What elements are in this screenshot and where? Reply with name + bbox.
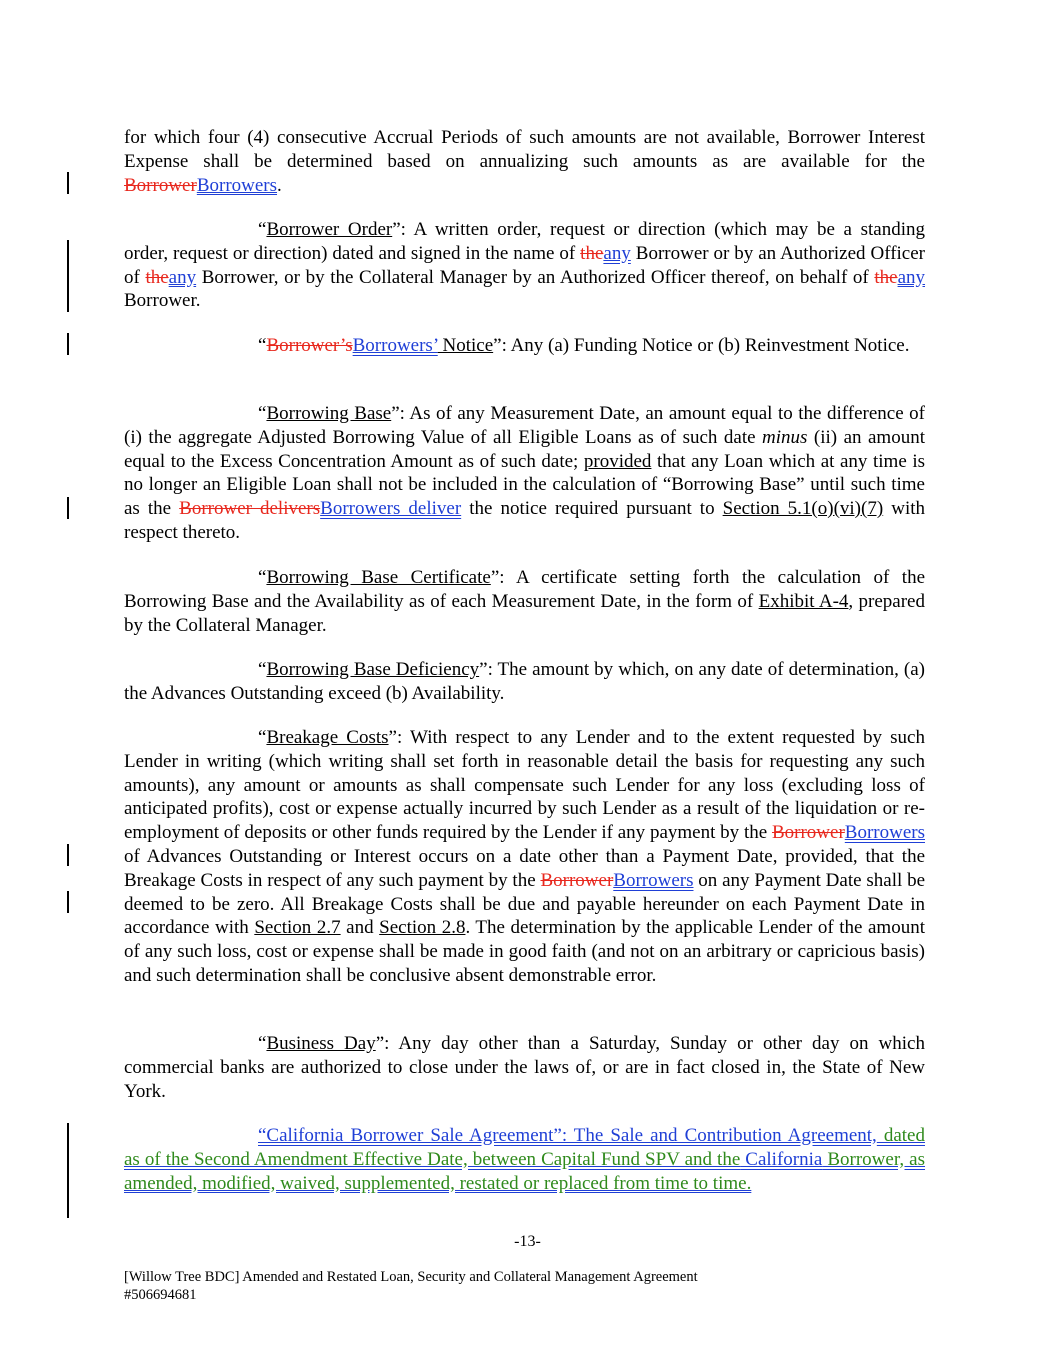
deleted-text: the xyxy=(580,242,604,264)
defined-term: Borrower Order xyxy=(266,219,393,240)
defined-term: Borrowing Base Certificate xyxy=(266,567,491,588)
inserted-text: California xyxy=(740,1148,823,1170)
section-reference: Section 2.7 xyxy=(254,917,341,939)
inserted-text: Borrowers xyxy=(844,822,925,844)
inserted-text: Borrowers deliver xyxy=(320,498,462,520)
definition-borrowing-base: “Borrowing Base”: As of any Measurement Date, an amount equal to the difference of (i) the aggregate Adjusted Borrowing Value of all Eligible Loans as of such date minus (ii) an amount equal to the Excess Concentration Amount as of such date; provided that any Loan which at any time is no longer an Eligible Loan shall not be included in the calculation of “Borrowing Base” until such time as the Borrower deliversBorrowers deliver the notice required pursuant to Section 5.1(o)(vi)(7) with respect thereto. xyxy=(124,403,926,543)
change-bar xyxy=(67,891,69,913)
section-reference: Section 5.1(o)(vi)(7) xyxy=(722,498,884,520)
deleted-text: the xyxy=(874,266,898,288)
inserted-text: Borrowers’ xyxy=(352,335,438,356)
defined-term: Notice xyxy=(437,335,494,356)
change-bar xyxy=(67,844,69,866)
deleted-text: Borrower delivers xyxy=(179,498,321,520)
definition-borrowers-notice: “Borrower’sBorrowers’ Notice”: Any (a) Funding Notice or (b) Reinvestment Notice. xyxy=(258,335,910,356)
inserted-text: any xyxy=(603,242,631,264)
deleted-text: Borrower xyxy=(540,869,614,891)
moved-text: dated as of the Second Amendment Effective Date, between Capital Fund SPV and the xyxy=(124,1125,925,1170)
definition-california-borrower-sale-agreement xyxy=(124,1124,925,1195)
paragraph-interest-expense: for which four (4) consecutive Accrual Periods of such amounts are not available, Borrower Interest Expense shall be determined based on annualizing such amounts as are available for the BorrowerBorrowers. xyxy=(124,127,925,196)
exhibit-reference: Exhibit A-4 xyxy=(758,590,849,612)
deleted-text: Borrower xyxy=(771,822,845,844)
defined-term: Borrowing Base xyxy=(266,403,392,424)
deleted-text: Borrower’s xyxy=(266,335,353,356)
page-number: -13- xyxy=(514,1233,541,1250)
deleted-text: the xyxy=(145,266,169,288)
definition-borrowing-base-deficiency: “Borrowing Base Deficiency”: The amount by which, on any date of determination, (a) the Advances Outstanding exceed (b) Availability. xyxy=(124,659,925,704)
document-footer xyxy=(124,1268,698,1304)
section-reference: Section 2.8 xyxy=(379,917,466,939)
change-bar xyxy=(67,1123,69,1218)
deleted-text: Borrower xyxy=(124,174,197,196)
change-bar xyxy=(67,240,69,312)
defined-term: Breakage Costs xyxy=(266,727,389,748)
inserted-text: Borrowers xyxy=(196,174,278,196)
definition-breakage-costs: “Breakage Costs”: With respect to any Lender and to the extent requested by such Lender in writing (which writing shall set forth in reasonable detail the basis for requesting any such amounts), any amount or amounts as shall compensate such Lender for any loss (excluding loss of anticipated profits), cost or expense actually incurred by such Lender as a result of the liquidation or re-employment of deposits or other funds required by the Lender if any payment by the BorrowerBorrowers of Advances Outstanding or Interest occurs on a date other than a Payment Date, provided, that the Breakage Costs in respect of any such payment by the BorrowerBorrowers on any Payment Date shall be deemed to be zero. All Breakage Costs shall be due and payable hereunder on each Payment Date in accordance with Section 2.7 and Section 2.8. The determination by the applicable Lender of the amount of any such loss, cost or expense shall be made in good faith (and not on an arbitrary or capricious basis) and such determination shall be conclusive absent demonstrable error. xyxy=(124,727,926,986)
definition-borrower-order: “Borrower Order”: A written order, request or direction (which may be a standing order, request or direction) dated and signed in the name of theany Borrower or by an Authorized Officer of theany Borrower, or by the Collateral Manager by an Authorized Officer thereof, on behalf of theany Borrower. xyxy=(124,219,926,312)
defined-term: Borrowing Base Deficiency xyxy=(266,659,480,680)
inserted-text: “California Borrower Sale Agreement”: The Sale and Contribution Agreement, xyxy=(258,1125,877,1146)
inserted-text: any xyxy=(897,266,926,288)
change-bar xyxy=(67,172,69,194)
inserted-text: Borrowers xyxy=(613,869,694,891)
inserted-text: any xyxy=(168,266,197,288)
footer-doc-id: #506694681 xyxy=(124,1287,197,1303)
change-bar xyxy=(67,333,69,355)
moved-text: Borrower, as amended, modified, waived, supplemented, restated or replaced from time to time. xyxy=(124,1148,926,1194)
definition-business-day: “Business Day”: Any day other than a Saturday, Sunday or other day on which commercial banks are authorized to close under the laws of, or are in fact closed in, the State of New York. xyxy=(124,1033,925,1102)
definition-borrowing-base-certificate: “Borrowing Base Certificate”: A certificate setting forth the calculation of the Borrowing Base and the Availability as of each Measurement Date, in the form of Exhibit A-4, prepared by the Collateral Manager. xyxy=(124,567,926,636)
change-bar xyxy=(67,497,69,519)
defined-term: Business Day xyxy=(266,1033,376,1054)
footer-title: [Willow Tree BDC] Amended and Restated Loan, Security and Collateral Management Agreement xyxy=(124,1269,698,1285)
